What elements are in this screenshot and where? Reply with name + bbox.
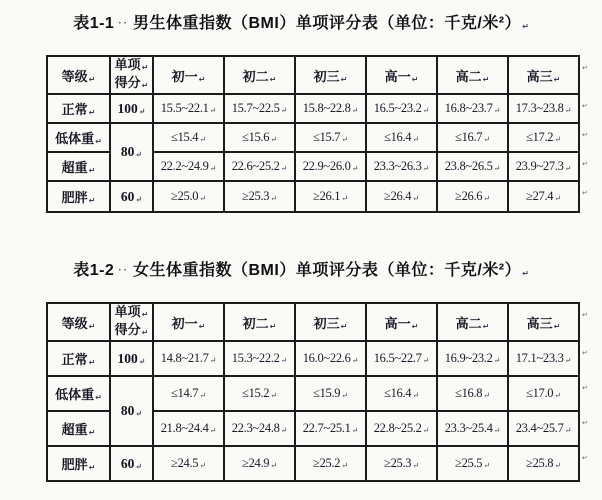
space-marks: ·· [118, 265, 129, 276]
bmi-range-cell [437, 181, 508, 212]
table-row [47, 123, 592, 152]
cell-text: 单项 [114, 57, 141, 72]
paragraph-mark: ↵ [412, 391, 419, 400]
bmi-range-cell [508, 152, 579, 181]
cell-text: 肥胖 [61, 457, 88, 472]
bmi-range-cell [153, 94, 224, 123]
row-label-cell [47, 181, 110, 212]
cell-text: 22.8~25.2 [373, 421, 422, 435]
grade-header-cell [295, 303, 366, 341]
bmi-range-cell [295, 411, 366, 446]
paragraph-mark: ↵ [412, 194, 419, 203]
paragraph-mark: ↵ [135, 409, 143, 418]
paragraph-mark: ↵ [280, 164, 288, 173]
paragraph-mark: ↵ [351, 426, 359, 435]
paragraph-mark: ↵ [141, 328, 149, 337]
paragraph-mark: ↵ [522, 269, 529, 278]
bmi-range-cell [366, 411, 437, 446]
paragraph-mark: ↵ [483, 135, 490, 144]
bmi-range-cell [153, 376, 224, 411]
paragraph-mark: ↵ [88, 74, 96, 84]
grade-header-cell [437, 56, 508, 94]
paragraph-mark: ↵ [493, 356, 501, 365]
cell-text: ≥24.5 [171, 456, 199, 470]
cell-text: 高二 [455, 68, 482, 84]
paragraph-mark: ↵ [209, 106, 217, 115]
row-end-mark: ↵ [582, 312, 588, 319]
cell-text: 80 [120, 144, 135, 159]
paragraph-mark: ↵ [198, 74, 206, 84]
cell-text: 22.7~25.1 [302, 421, 351, 435]
cell-text: 16.5~23.2 [373, 101, 422, 115]
table2-title-text: 女生体重指数（BMI）单项评分表（单位：千克/米²） [133, 262, 522, 279]
cell-text: 16.0~22.6 [302, 351, 351, 365]
cell-text: ≥24.9 [242, 456, 270, 470]
paragraph-mark: ↵ [564, 106, 572, 115]
row-label-cell [47, 152, 110, 181]
cell-text: 60 [120, 455, 135, 471]
paragraph-mark: ↵ [135, 194, 143, 204]
grade-header-cell [508, 56, 579, 94]
paragraph-mark: ↵ [341, 135, 348, 144]
cell-text: 高二 [455, 315, 482, 331]
score-cell [110, 376, 153, 446]
paragraph-mark: ↵ [269, 321, 277, 331]
cell-text: 100 [117, 100, 138, 116]
grade-header-cell [437, 303, 508, 341]
bmi-range-cell [153, 341, 224, 376]
grade-header-cell [153, 56, 224, 94]
score-header-cell [110, 56, 153, 94]
bmi-range-cell [295, 94, 366, 123]
bmi-range-cell [366, 376, 437, 411]
row-end-mark: ↵ [582, 65, 588, 72]
table2-title [0, 213, 602, 285]
paragraph-mark: ↵ [135, 461, 143, 471]
bmi-range-cell [153, 411, 224, 446]
cell-text: ≤16.7 [455, 130, 483, 144]
bmi-range-cell [295, 446, 366, 481]
cell-text: 22.6~25.2 [231, 159, 280, 173]
cell-text: 100 [117, 350, 138, 366]
paragraph-mark: ↵ [199, 461, 206, 470]
paragraph-mark: ↵ [554, 194, 561, 203]
cell-text: ≥25.5 [455, 456, 483, 470]
paragraph-mark: ↵ [493, 164, 501, 173]
paragraph-mark: ↵ [340, 321, 348, 331]
score-cell [110, 341, 153, 376]
cell-text: 正常 [61, 352, 88, 367]
row-end-mark: ↵ [582, 161, 588, 168]
row-end-cell [579, 341, 592, 376]
row-end-cell [579, 411, 592, 446]
bmi-range-cell [437, 376, 508, 411]
bmi-range-cell [437, 94, 508, 123]
cell-text: 15.3~22.2 [231, 351, 280, 365]
cell-text: 23.9~27.3 [515, 159, 564, 173]
bmi-range-cell [295, 123, 366, 152]
bmi-range-cell [295, 152, 366, 181]
paragraph-mark: ↵ [269, 74, 277, 84]
row-end-cell [579, 303, 592, 341]
cell-text: ≥26.4 [384, 189, 412, 203]
paragraph-mark: ↵ [88, 358, 96, 367]
paragraph-mark: ↵ [270, 391, 277, 400]
paragraph-mark: ↵ [280, 106, 288, 115]
paragraph-mark: ↵ [141, 63, 149, 72]
paragraph-mark: ↵ [493, 426, 501, 435]
row-label-cell [47, 446, 110, 481]
cell-text: 16.5~22.7 [373, 351, 422, 365]
paragraph-mark: ↵ [199, 135, 206, 144]
cell-text: 15.5~22.1 [160, 101, 209, 115]
paragraph-mark: ↵ [422, 164, 430, 173]
cell-text: ≥25.0 [171, 189, 199, 203]
table2-title-label: 表1-2 [73, 262, 115, 279]
bmi-range-cell [224, 123, 295, 152]
bmi-range-cell [295, 181, 366, 212]
bmi-range-cell [437, 411, 508, 446]
row-label-cell [47, 341, 110, 376]
cell-text: 高三 [526, 315, 553, 331]
grade-header-cell [508, 303, 579, 341]
paragraph-mark: ↵ [141, 310, 149, 319]
paragraph-mark: ↵ [351, 164, 359, 173]
paragraph-mark: ↵ [199, 391, 206, 400]
cell-text: 16.8~23.7 [444, 101, 493, 115]
cell-text: ≥26.1 [313, 189, 341, 203]
cell-text: 得分 [114, 322, 141, 337]
table1-title-text: 男生体重指数（BMI）单项评分表（单位：千克/米²） [133, 15, 522, 32]
bmi-range-cell [508, 123, 579, 152]
cell-text: ≥26.6 [455, 189, 483, 203]
paragraph-mark: ↵ [341, 391, 348, 400]
cell-text: 23.3~25.4 [444, 421, 493, 435]
row-end-cell [579, 376, 592, 411]
score-cell [110, 123, 153, 181]
cell-text: ≥25.3 [384, 456, 412, 470]
cell-text: ≤16.8 [455, 386, 483, 400]
bmi-range-cell [366, 152, 437, 181]
grade-header-cell [366, 303, 437, 341]
bmi-range-cell [224, 181, 295, 212]
row-end-mark: ↵ [582, 132, 588, 139]
paragraph-mark: ↵ [88, 108, 96, 117]
paragraph-mark: ↵ [351, 356, 359, 365]
cell-text: 初二 [242, 315, 269, 331]
paragraph-mark: ↵ [135, 150, 143, 159]
table-header-row [47, 303, 592, 341]
cell-text: ≤16.4 [384, 386, 412, 400]
bmi-range-cell [153, 446, 224, 481]
paragraph-mark: ↵ [493, 106, 501, 115]
bmi-range-cell [295, 376, 366, 411]
row-end-cell [579, 181, 592, 212]
cell-text: 80 [120, 403, 135, 418]
paragraph-mark: ↵ [88, 321, 96, 331]
paragraph-mark: ↵ [198, 321, 206, 331]
paragraph-mark: ↵ [553, 321, 561, 331]
table-row [47, 341, 592, 376]
paragraph-mark: ↵ [422, 106, 430, 115]
bmi-range-cell [508, 376, 579, 411]
row-label-cell [47, 411, 110, 446]
bmi-range-cell [508, 446, 579, 481]
cell-text: ≥27.4 [526, 189, 554, 203]
cell-text: ≤17.2 [526, 130, 554, 144]
paragraph-mark: ↵ [422, 426, 430, 435]
cell-text: 23.8~26.5 [444, 159, 493, 173]
bmi-range-cell [224, 446, 295, 481]
paragraph-mark: ↵ [564, 426, 572, 435]
paragraph-mark: ↵ [199, 194, 206, 203]
paragraph-mark: ↵ [209, 426, 217, 435]
paragraph-mark: ↵ [209, 164, 217, 173]
level-header-cell [47, 56, 110, 94]
male-bmi-table [46, 55, 593, 213]
paragraph-mark: ↵ [280, 426, 288, 435]
cell-text: 21.8~24.4 [160, 421, 209, 435]
cell-text: 单项 [114, 304, 141, 319]
bmi-range-cell [224, 411, 295, 446]
cell-text: 超重 [61, 160, 88, 175]
row-end-cell [579, 123, 592, 152]
table-row [47, 94, 592, 123]
score-cell [110, 181, 153, 212]
paragraph-mark: ↵ [280, 356, 288, 365]
paragraph-mark: ↵ [270, 135, 277, 144]
bmi-range-cell [224, 376, 295, 411]
row-end-mark: ↵ [582, 350, 588, 357]
grade-header-cell [153, 303, 224, 341]
cell-text: 15.7~22.5 [231, 101, 280, 115]
cell-text: 初一 [171, 315, 198, 331]
cell-text: 初二 [242, 68, 269, 84]
paragraph-mark: ↵ [411, 321, 419, 331]
cell-text: 高一 [384, 315, 411, 331]
paragraph-mark: ↵ [483, 461, 490, 470]
paragraph-mark: ↵ [88, 463, 96, 472]
bmi-range-cell [224, 341, 295, 376]
row-end-cell [579, 56, 592, 94]
paragraph-mark: ↵ [88, 428, 96, 437]
bmi-range-cell [508, 94, 579, 123]
score-cell [110, 446, 153, 481]
paragraph-mark: ↵ [138, 356, 146, 366]
space-marks: ·· [118, 18, 129, 29]
row-end-mark: ↵ [582, 385, 588, 392]
cell-text: 低体重 [55, 131, 95, 146]
cell-text: 23.4~25.7 [515, 421, 564, 435]
cell-text: 低体重 [55, 387, 95, 402]
cell-text: ≤16.4 [384, 130, 412, 144]
paragraph-mark: ↵ [554, 461, 561, 470]
paragraph-mark: ↵ [554, 135, 561, 144]
cell-text: ≤15.7 [313, 130, 341, 144]
paragraph-mark: ↵ [95, 137, 102, 146]
cell-text: ≤14.7 [171, 386, 199, 400]
paragraph-mark: ↵ [564, 164, 572, 173]
bmi-range-cell [508, 341, 579, 376]
cell-text: 17.1~23.3 [515, 351, 564, 365]
cell-text: 22.2~24.9 [160, 159, 209, 173]
bmi-range-cell [366, 181, 437, 212]
score-header-cell [110, 303, 153, 341]
row-end-mark: ↵ [582, 103, 588, 110]
bmi-range-cell [366, 123, 437, 152]
cell-text: 初三 [313, 315, 340, 331]
row-label-cell [47, 94, 110, 123]
bmi-range-cell [224, 94, 295, 123]
paragraph-mark: ↵ [422, 356, 430, 365]
bmi-range-cell [366, 94, 437, 123]
cell-text: 等级 [61, 68, 88, 84]
female-bmi-table [46, 302, 593, 482]
table-row [47, 446, 592, 481]
cell-text: ≥25.3 [242, 189, 270, 203]
table-header-row [47, 56, 592, 94]
bmi-range-cell [508, 411, 579, 446]
cell-text: 14.8~21.7 [160, 351, 209, 365]
grade-header-cell [224, 303, 295, 341]
bmi-range-cell [153, 152, 224, 181]
row-end-cell [579, 152, 592, 181]
cell-text: 高一 [384, 68, 411, 84]
paragraph-mark: ↵ [554, 391, 561, 400]
bmi-range-cell [366, 446, 437, 481]
paragraph-mark: ↵ [270, 194, 277, 203]
paragraph-mark: ↵ [209, 356, 217, 365]
bmi-range-cell [295, 341, 366, 376]
paragraph-mark: ↵ [95, 393, 102, 402]
cell-text: ≤15.2 [242, 386, 270, 400]
cell-text: 初三 [313, 68, 340, 84]
paragraph-mark: ↵ [412, 461, 419, 470]
bmi-range-cell [437, 152, 508, 181]
cell-text: 超重 [61, 422, 88, 437]
cell-text: 22.3~24.8 [231, 421, 280, 435]
paragraph-mark: ↵ [522, 22, 529, 31]
cell-text: 60 [120, 188, 135, 204]
bmi-range-cell [437, 123, 508, 152]
cell-text: 肥胖 [61, 190, 88, 205]
bmi-range-cell [437, 341, 508, 376]
table1-title [0, 0, 602, 38]
cell-text: 16.9~23.2 [444, 351, 493, 365]
cell-text: 15.8~22.8 [302, 101, 351, 115]
cell-text: 高三 [526, 68, 553, 84]
cell-text: ≤17.0 [526, 386, 554, 400]
bmi-range-cell [366, 341, 437, 376]
row-end-mark: ↵ [582, 420, 588, 427]
paragraph-mark: ↵ [138, 106, 146, 116]
paragraph-mark: ↵ [351, 106, 359, 115]
row-end-mark: ↵ [582, 455, 588, 462]
paragraph-mark: ↵ [88, 166, 96, 175]
cell-text: ≥25.2 [313, 456, 341, 470]
paragraph-mark: ↵ [482, 74, 490, 84]
cell-text: ≤15.9 [313, 386, 341, 400]
cell-text: 17.3~23.8 [515, 101, 564, 115]
cell-text: 23.3~26.3 [373, 159, 422, 173]
row-end-cell [579, 94, 592, 123]
table-row [47, 181, 592, 212]
cell-text: ≥25.8 [526, 456, 554, 470]
row-end-cell [579, 446, 592, 481]
paragraph-mark: ↵ [564, 356, 572, 365]
bmi-range-cell [153, 181, 224, 212]
grade-header-cell [366, 56, 437, 94]
paragraph-mark: ↵ [270, 461, 277, 470]
bmi-range-cell [153, 123, 224, 152]
paragraph-mark: ↵ [411, 74, 419, 84]
level-header-cell [47, 303, 110, 341]
cell-text: 22.9~26.0 [302, 159, 351, 173]
bmi-range-cell [508, 181, 579, 212]
cell-text: 正常 [61, 102, 88, 117]
cell-text: 等级 [61, 315, 88, 331]
bmi-range-cell [437, 446, 508, 481]
row-label-cell [47, 376, 110, 411]
paragraph-mark: ↵ [341, 461, 348, 470]
cell-text: ≤15.4 [171, 130, 199, 144]
row-label-cell [47, 123, 110, 152]
paragraph-mark: ↵ [412, 135, 419, 144]
paragraph-mark: ↵ [141, 81, 149, 90]
cell-text: ≤15.6 [242, 130, 270, 144]
cell-text: 初一 [171, 68, 198, 84]
paragraph-mark: ↵ [340, 74, 348, 84]
paragraph-mark: ↵ [88, 196, 96, 205]
paragraph-mark: ↵ [482, 321, 490, 331]
table-row [47, 376, 592, 411]
paragraph-mark: ↵ [341, 194, 348, 203]
paragraph-mark: ↵ [483, 194, 490, 203]
table1-title-label: 表1-1 [73, 15, 115, 32]
paragraph-mark: ↵ [483, 391, 490, 400]
cell-text: 得分 [114, 75, 141, 90]
grade-header-cell [295, 56, 366, 94]
paragraph-mark: ↵ [553, 74, 561, 84]
row-end-mark: ↵ [582, 190, 588, 197]
score-cell [110, 94, 153, 123]
bmi-range-cell [224, 152, 295, 181]
grade-header-cell [224, 56, 295, 94]
